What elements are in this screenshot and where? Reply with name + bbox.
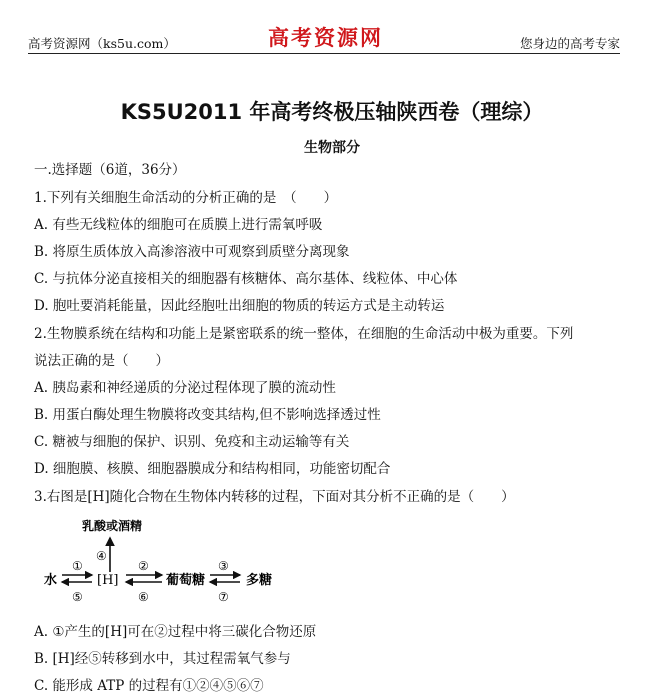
- q2-stem-line2: 说法正确的是（ ）: [34, 353, 169, 369]
- q1-option-b: B. 将原生质体放入高渗溶液中可观察到质壁分离现象: [34, 244, 350, 260]
- q3-option-a: A. ①产生的[H]可在②过程中将三碳化合物还原: [34, 624, 317, 640]
- label-4: ④: [96, 549, 107, 563]
- section-subtitle: 生物部分: [304, 140, 360, 156]
- q2-option-d: D. 细胞膜、核膜、细胞器膜成分和结构相同，功能密切配合: [34, 461, 391, 477]
- label-1: ①: [72, 559, 83, 573]
- hydrogen-transfer-diagram: [40, 512, 300, 612]
- diagram-hydrogen: [H]: [97, 573, 119, 588]
- diagram-glucose: 葡萄糖: [166, 573, 206, 588]
- diagram-lactic-or-ethanol: 乳酸或酒精: [82, 519, 143, 533]
- page-title: KS5U2011 年高考终极压轴陕西卷（理综）: [120, 100, 544, 124]
- header-slogan: 您身边的高考专家: [519, 36, 620, 51]
- q3-option-b: B. [H]经⑤转移到水中，其过程需氧气参与: [34, 651, 291, 667]
- header-logo: 高考资源网: [268, 25, 383, 50]
- q2-stem-line1: 2.生物膜系统在结构和功能上是紧密联系的统一整体，在细胞的生命活动中极为重要。下列: [34, 326, 574, 342]
- q2-option-c: C. 糖被与细胞的保护、识别、免疫和主动运输等有关: [34, 434, 350, 450]
- q1-option-c: C. 与抗体分泌直接相关的细胞器有核糖体、高尔基体、线粒体、中心体: [34, 271, 458, 287]
- label-3: ③: [218, 559, 229, 573]
- q2-option-a: A. 胰岛素和神经递质的分泌过程体现了膜的流动性: [34, 380, 336, 396]
- q1-option-a: A. 有些无线粒体的细胞可在质膜上进行需氧呼吸: [34, 217, 323, 233]
- q1-option-d: D. 胞吐要消耗能量，因此经胞吐出细胞的物质的转运方式是主动转运: [34, 298, 445, 314]
- diagram-polysaccharide: 多糖: [246, 573, 273, 588]
- q3-stem: 3.右图是[H]随化合物在生物体内转移的过程，下面对其分析不正确的是（ ）: [34, 489, 515, 505]
- q3-option-c: C. 能形成 ATP 的过程有①②④⑤⑥⑦: [34, 678, 264, 694]
- label-7: ⑦: [218, 590, 229, 604]
- header-source: 高考资源网（ks5u.com）: [28, 36, 176, 51]
- q1-stem: 1.下列有关细胞生命活动的分析正确的是 （ ）: [34, 190, 338, 206]
- label-2: ②: [138, 559, 149, 573]
- diagram-water: 水: [44, 573, 58, 588]
- label-5: ⑤: [72, 590, 83, 604]
- section-heading: 一.选择题（6道，36分）: [34, 162, 186, 178]
- header-divider: [28, 53, 620, 54]
- q2-option-b: B. 用蛋白酶处理生物膜将改变其结构,但不影响选择透过性: [34, 407, 381, 423]
- label-6: ⑥: [138, 590, 149, 604]
